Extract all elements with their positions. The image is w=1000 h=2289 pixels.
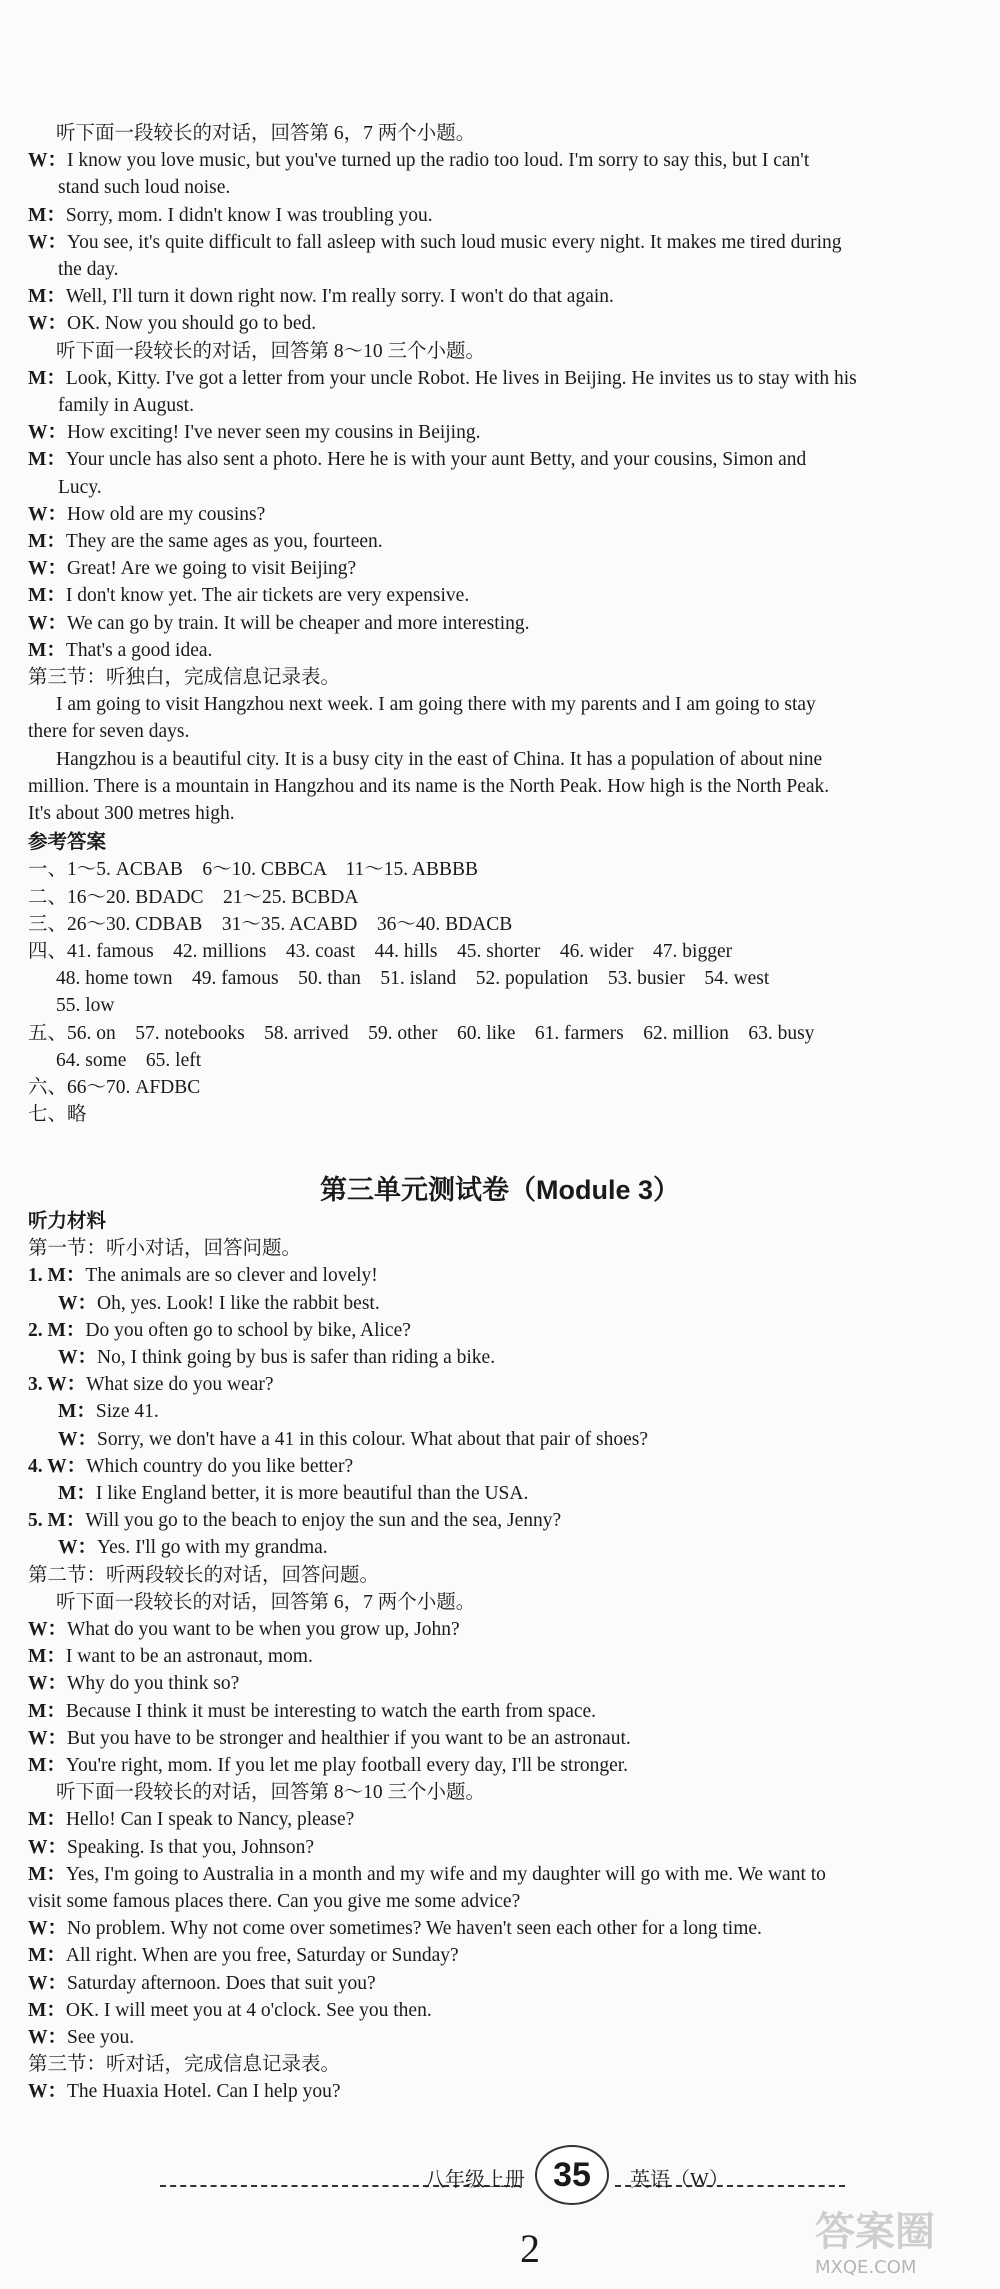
script-line [56,1779,986,1806]
line-text: visit some famous places there. Can you give me some advice? [28,1891,521,1912]
speaker-label: M： [28,1999,66,2021]
line-text: Saturday afternoon. Does that suit you? [67,1972,376,1994]
line-text: 第二节：听两段较长的对话，回答问题。 [28,1564,380,1586]
answer-row: 四、41. famous 42. millions 43. coast 44. hills 45. shorter 46. wider 47. bigger [28,941,733,962]
script-line [28,1371,958,1398]
script-line [28,1453,958,1480]
answer-row: 七、略 [28,1104,87,1126]
script-line [28,1752,958,1779]
script-line [28,800,958,827]
speaker-label: W： [28,2027,68,2048]
speaker-label: W： [58,1292,98,1314]
script-line [56,338,986,365]
unit-title: 第三单元测试卷（Module 3） [319,1175,680,1205]
speaker-label: 2. M： [28,1319,86,1341]
speaker-label: M： [28,1863,66,1885]
watermark-logo [815,2200,985,2280]
script-line [28,1970,958,1997]
speaker-label: W： [28,503,68,525]
script-line [28,664,958,691]
answer-key-title: 参考答案 [28,832,107,854]
script-line [28,1997,958,2024]
line-text: How old are my cousins? [67,503,266,525]
line-text: What size do you wear? [86,1374,274,1396]
line-text: You're right, mom. If you let me play football every day, I'll be stronger. [65,1755,629,1776]
watermark-text: 答案圈 [815,2209,935,2255]
speaker-label: W： [28,313,68,335]
script-line [56,120,986,147]
line-text: Sorry, mom. I didn't know I was troubling you. [65,204,433,226]
line-text: I know you love music, but you've turned up the radio too loud. I'm sorry to say this, but I can't [67,150,810,172]
line-text: Sorry, we don't have a 41 in this colour. What about that pair of shoes? [97,1428,649,1450]
speaker-label: M： [28,286,66,308]
line-text: No, I think going by bus is safer than riding a bike. [97,1347,496,1368]
speaker-label: M： [28,531,66,552]
script-line [58,1534,988,1561]
script-line [28,2051,958,2078]
script-line [58,1290,988,1317]
answer-row: 二、16～20. BDADC 21～25. BCBDA [28,886,359,908]
line-text: Oh, yes. Look! I like the rabbit best. [97,1292,380,1314]
speaker-label: W： [28,612,68,634]
line-text: Which country do you like better? [86,1455,354,1477]
script-line [28,1317,958,1344]
line-text: Do you often go to school by bike, Alice? [85,1319,411,1341]
script-line [28,1507,958,1534]
speaker-label: M： [28,1700,66,1722]
line-text: They are the same ages as you, fourteen. [65,531,383,552]
speaker-label: W： [28,150,68,172]
line-text: But you have to be stronger and healthier if you want to be an astronaut. [67,1727,631,1749]
line-text: Because I think it must be interesting to watch the earth from space. [65,1700,597,1722]
script-line [58,392,988,419]
script-line [28,365,958,392]
script-line [28,202,958,229]
line-text: 听下面一段较长的对话，回答第 8～10 三个小题。 [56,340,486,362]
speaker-label: M： [28,1755,66,1776]
script-line [28,283,958,310]
script-line [56,746,986,773]
script-line [28,1942,958,1969]
line-text: The animals are so clever and lovely! [85,1265,378,1287]
line-text: The Huaxia Hotel. Can I help you? [67,2081,341,2103]
line-text: Why do you think so? [67,1673,240,1695]
answer-row: 48. home town 49. famous 50. than 51. island 52. population 53. busier 54. west [56,968,770,990]
line-text: Speaking. Is that you, Johnson? [67,1836,314,1858]
line-text: That's a good idea. [65,639,213,661]
script-line [28,1235,958,1262]
line-text: the day. [58,259,119,280]
script-line [28,2024,958,2051]
line-text: 听下面一段较长的对话，回答第 6，7 两个小题。 [56,1591,476,1613]
script-line [28,1915,958,1942]
line-text: I am going to visit Hangzhou next week. I am going there with my parents and I am going to stay [56,694,816,716]
line-text: Look, Kitty. I've got a letter from your uncle Robot. He lives in Beijing. He invites us to stay with his [65,367,857,389]
answer-row: 六、66～70. AFDBC [28,1077,201,1098]
line-text: 听下面一段较长的对话，回答第 6，7 两个小题。 [56,123,476,144]
script-line [28,501,958,528]
line-text: stand such loud noise. [58,177,231,199]
script-line [28,310,958,337]
speaker-label: W： [58,1347,98,1368]
script-line [28,637,958,664]
line-text: Hello! Can I speak to Nancy, please? [65,1809,355,1831]
speaker-label: M： [28,585,66,607]
speaker-label: M： [28,1945,66,1967]
script-line [58,1480,988,1507]
script-line [28,555,958,582]
script-line [28,718,958,745]
speaker-label: W： [28,1836,68,1858]
line-text: You see, it's quite difficult to fall asleep with such loud music every night. It makes me tired during [67,231,842,253]
page-footer [160,2145,840,2205]
speaker-label: 3. W： [28,1374,87,1396]
line-text: 第三节：听对话，完成信息记录表。 [28,2054,341,2076]
line-text: Your uncle has also sent a photo. Here he is with your aunt Betty, and your cousins, Simon and [65,449,807,471]
script-line [28,2078,958,2105]
script-line [58,1344,988,1371]
speaker-label: W： [58,1537,98,1559]
speaker-label: W： [28,422,68,444]
line-text: Size 41. [95,1401,159,1423]
line-text: How exciting! I've never seen my cousins in Beijing. [67,422,481,444]
speaker-label: W： [28,1727,68,1749]
script-line [28,610,958,637]
line-text: Yes. I'll go with my grandma. [97,1537,328,1559]
script-line [28,1725,958,1752]
script-line [28,1834,958,1861]
speaker-label: M： [58,1401,96,1423]
script-line [58,474,988,501]
line-text: million. There is a mountain in Hangzhou and its name is the North Peak. How high is the North Peak. [28,775,830,797]
line-text: family in August. [58,395,194,416]
script-line [28,1616,958,1643]
line-text: Yes, I'm going to Australia in a month and my wife and my daughter will go with me. We want to [65,1863,826,1885]
script-line [28,582,958,609]
line-text: I like England better, it is more beautiful than the USA. [95,1483,529,1504]
speaker-label: M： [58,1483,96,1504]
script-line [58,1426,988,1453]
line-text: 第一节：听小对话，回答问题。 [28,1238,302,1260]
watermark-url: MXQE.COM [815,2257,917,2278]
answer-row: 55. low [56,995,115,1017]
speaker-label: W： [28,231,68,253]
speaker-label: M： [28,449,66,471]
line-text: 第三节：听独白，完成信息记录表。 [28,667,341,688]
line-text: Great! Are we going to visit Beijing? [67,558,357,580]
line-text: I don't know yet. The air tickets are very expensive. [65,585,470,607]
line-text: We can go by train. It will be cheaper and more interesting. [67,612,530,634]
speaker-label: M： [28,367,66,389]
script-line [58,174,988,201]
answer-row: 三、26～30. CDBAB 31～35. ACABD 36～40. BDACB [28,913,513,935]
line-text: Well, I'll turn it down right now. I'm really sorry. I won't do that again. [65,286,614,308]
speaker-label: M： [28,1809,66,1831]
line-text: See you. [67,2027,135,2048]
script-line [28,147,958,174]
speaker-label: M： [28,204,66,226]
line-text: It's about 300 metres high. [28,803,235,824]
speaker-label: W： [28,1619,68,1640]
script-line [28,1806,958,1833]
speaker-label: 5. M： [28,1510,86,1532]
script-line [28,1670,958,1697]
script-line [56,691,986,718]
footer-subject: 英语（W） [630,2169,729,2191]
answer-row: 五、56. on 57. notebooks 58. arrived 59. other 60. like 61. farmers 62. million 63. busy [28,1022,815,1044]
speaker-label: W： [28,2081,68,2103]
script-line [58,1398,988,1425]
answer-row: 64. some 65. left [56,1049,202,1071]
speaker-label: M： [28,1646,66,1668]
script-line [28,446,958,473]
handwritten-mark: 2 [520,2226,540,2271]
speaker-label: 4. W： [28,1455,87,1477]
speaker-label: W： [28,1673,68,1695]
script-line [28,419,958,446]
line-text: OK. I will meet you at 4 o'clock. See you then. [65,1999,432,2021]
script-line [58,256,988,283]
answer-row: 一、1～5. ACBAB 6～10. CBBCA 11～15. ABBBB [28,859,479,881]
speaker-label: M： [28,639,66,661]
line-text: 听下面一段较长的对话，回答第 8～10 三个小题。 [56,1782,486,1804]
script-line [28,1698,958,1725]
line-text: Hangzhou is a beautiful city. It is a busy city in the east of China. It has a population of about nine [56,748,823,770]
script-line [28,229,958,256]
line-text: All right. When are you free, Saturday or Sunday? [65,1945,459,1967]
line-text: OK. Now you should go to bed. [67,313,317,335]
script-line [28,1888,958,1915]
speaker-label: W： [28,1972,68,1994]
page-number: 35 [535,2145,609,2205]
script-line [28,1262,958,1289]
script-line [28,1643,958,1670]
speaker-label: 1. M： [28,1265,86,1287]
script-line [28,1861,958,1888]
line-text: Will you go to the beach to enjoy the sun and the sea, Jenny? [85,1510,562,1532]
line-text: there for seven days. [28,721,190,743]
footer-grade: 八年级上册 [425,2169,525,2191]
line-text: I want to be an astronaut, mom. [65,1646,313,1668]
script-line [56,1589,986,1616]
line-text: What do you want to be when you grow up, John? [67,1619,460,1640]
script-line [28,1562,958,1589]
line-text: Lucy. [58,476,102,498]
speaker-label: W： [58,1428,98,1450]
script-line [28,773,958,800]
script-line [28,528,958,555]
line-text: 听力材料 [28,1211,107,1232]
line-text: No problem. Why not come over sometimes? We haven't seen each other for a long time. [67,1918,762,1940]
script-line [28,1208,958,1235]
speaker-label: W： [28,1918,68,1940]
speaker-label: W： [28,558,68,580]
